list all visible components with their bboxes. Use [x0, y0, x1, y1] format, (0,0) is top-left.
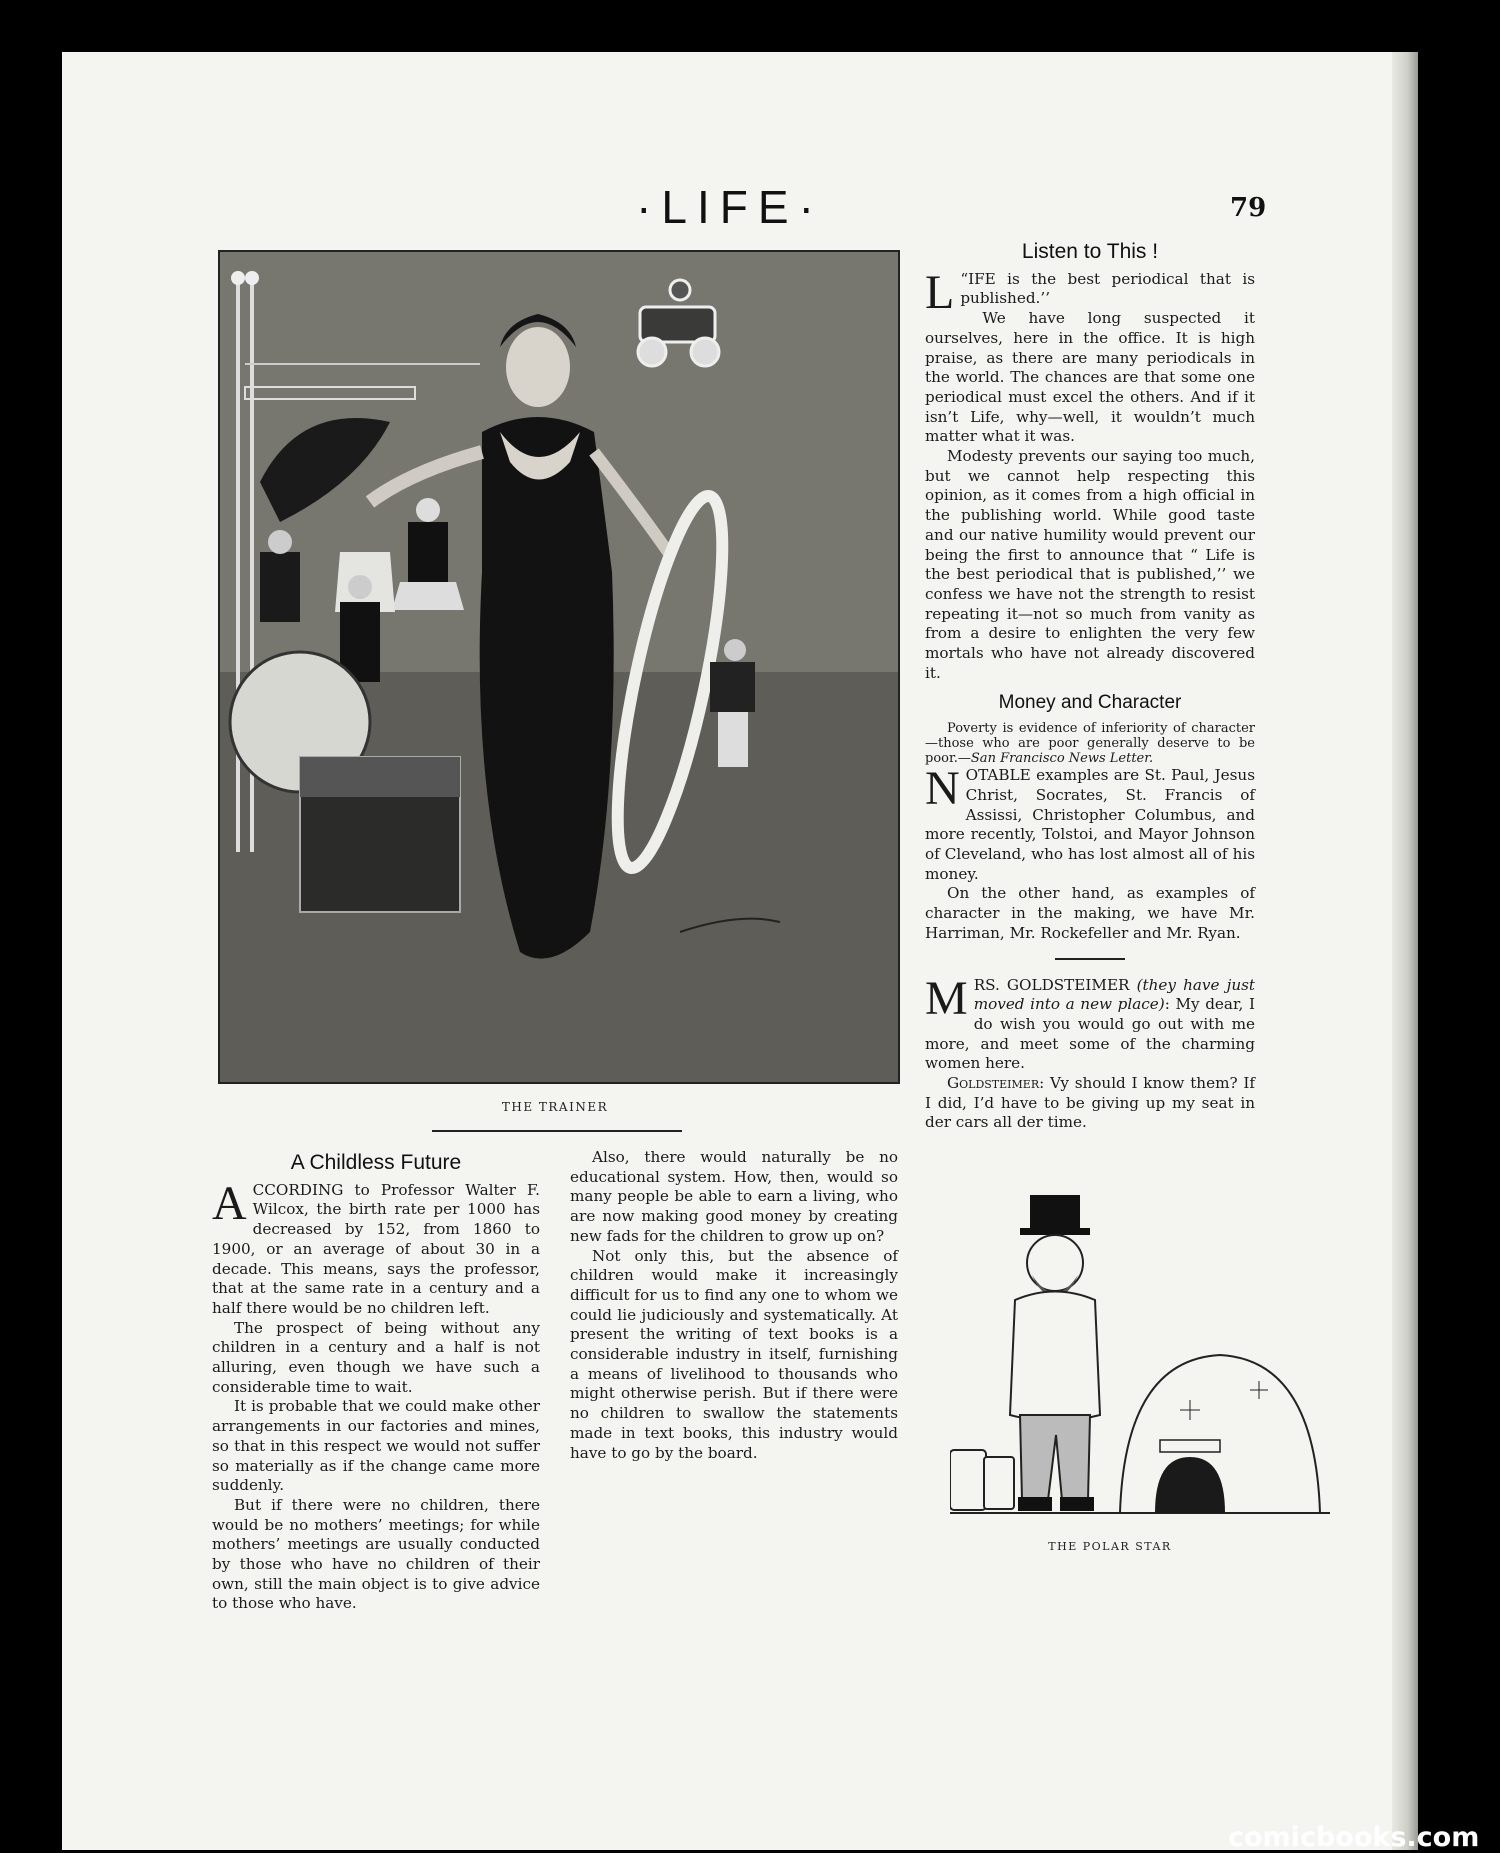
childless-title: A Childless Future — [290, 1151, 462, 1174]
goldsteimer-para-1 — [925, 971, 1255, 1075]
listen-para-3: Modesty prevents our saying too much, but we cannot help respecting this opinion, as it comes from a high official in the publishing world. While good taste and our native humility would prevent our being the first to announce that “ Life is the best periodical that is published,’’ we confess we have not the strength to resist repeating it—not so much from vanity as from a desire to enlighten the very few mortals who have not already discovered it. — [925, 447, 1255, 682]
polar-star-illustration — [950, 1195, 1330, 1527]
childless-drop-letter: A — [212, 1176, 247, 1230]
childless-para-3: It is probable that we could make other arrangements in our factories and mines, so that in this respect we would not suffer so materially as if the change came more suddenly. — [212, 1397, 540, 1495]
childless-para-2: The prospect of being without any children in a century and a half is not alluring, even though we have such a considerable time to wait. — [212, 1318, 540, 1396]
childless-column-1 — [212, 1150, 540, 1614]
listen-drop-letter: L — [925, 265, 955, 319]
money-drop-letter: N — [925, 762, 960, 816]
goldsteimer-drop-letter: M — [925, 971, 968, 1025]
site-watermark: comicbooks.com — [1228, 1822, 1480, 1853]
polar-star-caption: THE POLAR STAR — [1048, 1540, 1172, 1553]
childless-column-2 — [570, 1148, 898, 1463]
money-para-1 — [925, 762, 1255, 884]
money-para-1-text: OTABLE examples are St. Paul, Jesus Christ, Socrates, St. Francis of Assissi, Christopher Columbus, and more recently, Tolstoi, and Mayor Johnson of Cleveland, who has lost almost all of his money. — [925, 766, 1255, 883]
childless-para-6: Not only this, but the absence of children would make it increasingly difficult for us to find any one to whom we could lie judiciously and systematically. At present the writing of text books is a considerable industry in itself, furnishing a means of livelihood to thousands who might otherwise perish. But if there were no children to swallow the statements made in text books, this industry would have to go by the board. — [570, 1246, 898, 1462]
right-column — [925, 242, 1255, 1133]
goldsteimer-stage-note: (they have just moved into a new place) — [973, 975, 1255, 1014]
money-quote-text: Poverty is evidence of inferiority of character—those who are poor generally deserve to be poor.— — [925, 721, 1255, 767]
trainer-illustration — [218, 250, 900, 1084]
listen-para-1-text: IFE is the best periodical that is published.’’ — [960, 269, 1255, 308]
caption-rule — [432, 1130, 682, 1132]
money-quote — [925, 721, 1255, 766]
goldsteimer-speech: : My dear, I do wish you would go out with me more, and meet some of the charming women here. — [925, 995, 1255, 1073]
goldsteimer-reply-speaker: Goldsteimer — [947, 1074, 1040, 1093]
goldsteimer-para-2 — [925, 1074, 1255, 1133]
page-edge — [1392, 52, 1418, 1850]
masthead: ·LIFE· — [636, 181, 824, 233]
childless-para-1 — [212, 1176, 540, 1319]
listen-title: Listen to This ! — [1021, 240, 1159, 263]
childless-para-4: But if there were no children, there would be no mothers’ meetings; for while mothers’ meetings are usually conducted by those who have no children of their own, still the main object is to give advice to those who have. — [212, 1495, 540, 1613]
polar-star-drawing — [950, 1195, 1330, 1527]
goldsteimer-reply: : Vy should I know them? If I did, I’d have to be giving up my seat in der cars all der time. — [925, 1074, 1255, 1132]
money-title: Money and Character — [998, 692, 1182, 714]
childless-para-1-text: CCORDING to Professor Walter F. Wilcox, the birth rate per 1000 has decreased by 152, from 1860 to 1900, or an average of about 30 in a decade. This means, says the professor, that at the same rate in a century and a half there would be no children left. — [212, 1180, 540, 1317]
goldsteimer-name: RS. GOLDSTEIMER — [973, 975, 1130, 994]
money-para-2: On the other hand, as examples of character in the making, we have Mr. Harriman, Mr. Rockefeller and Mr. Ryan. — [925, 884, 1255, 942]
page-number: 79 — [1230, 193, 1267, 223]
listen-para-1 — [925, 265, 1255, 319]
section-rule — [1055, 958, 1125, 960]
trainer-caption: THE TRAINER — [501, 1100, 609, 1114]
childless-para-5: Also, there would naturally be no educational system. How, then, would so many people be able to earn a living, who are now making good money by creating new fads for the children to grow up on? — [570, 1148, 898, 1245]
trainer-drawing — [220, 252, 898, 1082]
listen-open-quote: “ — [960, 269, 969, 288]
listen-para-2: We have long suspected it ourselves, here in the office. It is high praise, as there are many periodicals in the world. The chances are that some one periodical must excel the others. And if it isn’t Life, why—well, it wouldn’t much matter what it was. — [925, 309, 1255, 446]
money-quote-source: San Francisco News Letter. — [970, 751, 1154, 767]
